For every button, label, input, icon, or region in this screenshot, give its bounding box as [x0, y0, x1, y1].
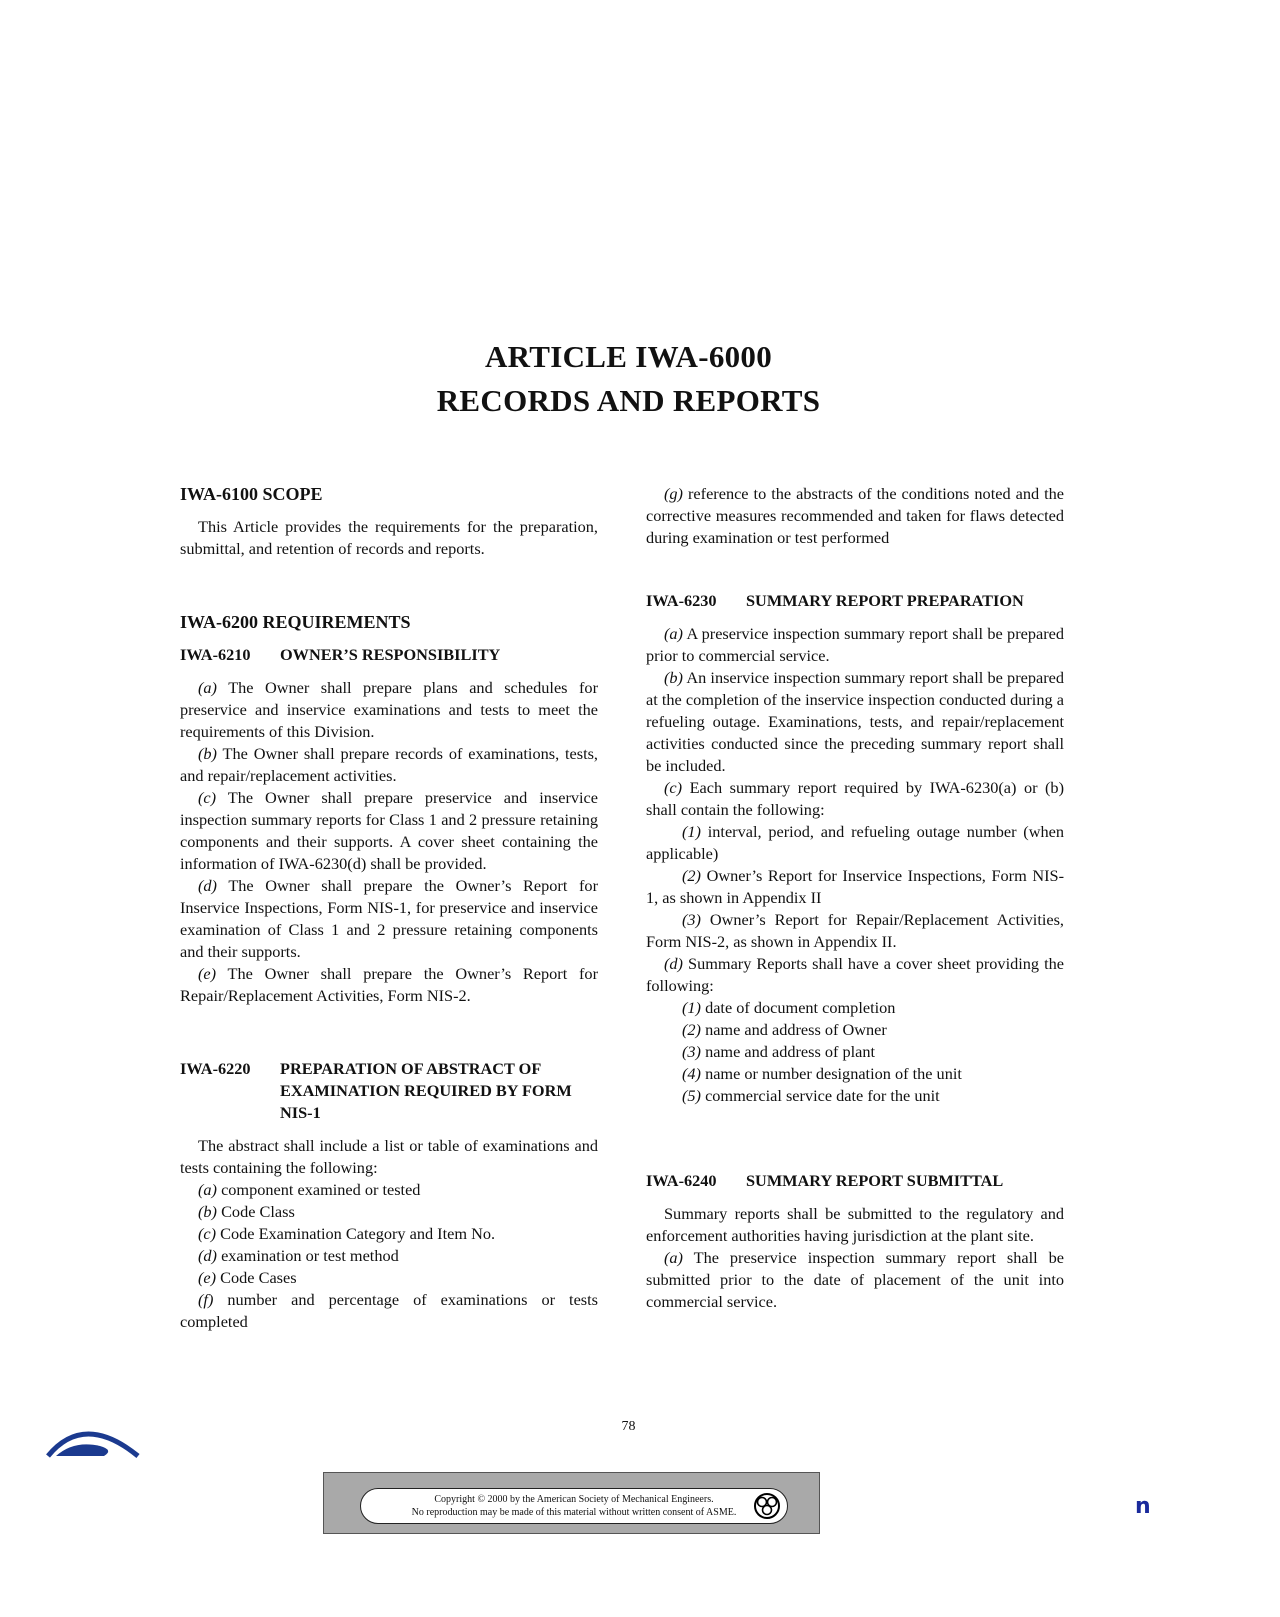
list-item: (b) An inservice inspection summary report shall be prepared at the completion of the inservice inspection conducted during a refueling outage. Examinations, tests, and repair/replacement activities conducted since the preceding summary report shall be included. — [646, 668, 1064, 775]
list-item: (a) The Owner shall prepare plans and schedules for preservice and inservice examinations and tests to meet the requirements of this Division. — [180, 678, 598, 741]
asme-seal-icon — [753, 1492, 781, 1520]
list-item: (d) Summary Reports shall have a cover sheet providing the following: — [646, 954, 1064, 995]
list-item: (c) Each summary report required by IWA-6230(a) or (b) shall contain the following: — [646, 778, 1064, 819]
list-item: (b) The Owner shall prepare records of examinations, tests, and repair/replacement activities. — [180, 744, 598, 785]
list-item: (a) The preservice inspection summary report shall be submitted prior to the date of placement of the unit into commercial service. — [646, 1248, 1064, 1311]
list-item: (a) A preservice inspection summary report shall be prepared prior to commercial service. — [646, 624, 1065, 665]
copyright-notice — [360, 1488, 788, 1524]
heading-iwa-6200: IWA-6200 REQUIREMENTS — [180, 612, 411, 632]
list-item: (e) The Owner shall prepare the Owner’s Report for Repair/Replacement Activities, Form NIS-2. — [180, 964, 598, 1005]
list-item: (c) The Owner shall prepare preservice and inservice inspection summary reports for Class 1 and 2 pressure retaining components and their supports. A cover sheet containing the information of IWA-6230(d) shall be provided. — [180, 788, 598, 873]
heading-iwa-6230 — [646, 590, 1064, 612]
section-title: SUMMARY REPORT PREPARATION — [746, 591, 1024, 610]
list-item: (b) Code Class — [198, 1202, 295, 1221]
sub-item: (5) commercial service date for the unit — [682, 1086, 940, 1105]
abstract-intro: The abstract shall include a list or table of examinations and tests containing the following: — [180, 1136, 598, 1177]
list-item: (c) Code Examination Category and Item No. — [198, 1224, 496, 1243]
article-title: RECORDS AND REPORTS — [436, 383, 821, 418]
right-column — [646, 483, 1064, 1313]
publisher-arc-icon — [44, 1418, 144, 1458]
page-number: 78 — [621, 1419, 636, 1434]
section-title: SUMMARY REPORT SUBMITTAL — [746, 1171, 1004, 1190]
sub-item: (1) date of document completion — [682, 998, 896, 1017]
copyright-banner — [323, 1472, 820, 1534]
corner-mark: n — [1135, 1494, 1151, 1519]
list-item: (d) The Owner shall prepare the Owner’s Report for Inservice Inspections, Form NIS-1, for preservice and inservice examination of Class 1 and 2 pressure retaining components and their supports. — [180, 876, 598, 961]
sub-item: (1) interval, period, and refueling outage number (when applicable) — [646, 822, 1064, 863]
copyright-line-2: No reproduction may be made of this material without written consent of ASME. — [411, 1507, 737, 1518]
section-title: PREPARATION OF ABSTRACT OF EXAMINATION REQUIRED BY FORM NIS-1 — [280, 1059, 572, 1122]
list-item: (f) number and percentage of examinations or tests completed — [180, 1290, 598, 1331]
list-item: (e) Code Cases — [198, 1268, 297, 1287]
copyright-line-1: Copyright © 2000 by the American Society of Mechanical Engineers. — [434, 1494, 714, 1505]
sub-item: (3) Owner’s Report for Repair/Replacement Activities, Form NIS-2, as shown in Appendix II. — [646, 910, 1064, 951]
sub-item: (2) Owner’s Report for Inservice Inspections, Form NIS-1, as shown in Appendix II — [646, 866, 1064, 907]
article-number: ARTICLE IWA-6000 — [484, 339, 773, 374]
left-column — [180, 483, 598, 1333]
heading-iwa-6220 — [180, 1058, 598, 1124]
sub-item: (4) name or number designation of the unit — [682, 1064, 962, 1083]
summary-preparation-list — [646, 623, 1064, 1107]
scope-paragraph: This Article provides the requirements for the preparation, submittal, and retention of records and reports. — [180, 517, 598, 558]
submittal-paragraph: Summary reports shall be submitted to the regulatory and enforcement authorities having jurisdiction at the plant site. — [646, 1204, 1064, 1245]
section-number: IWA-6230 — [646, 591, 717, 610]
owner-responsibility-list — [180, 677, 598, 1007]
abstract-list — [180, 1179, 598, 1333]
heading-iwa-6210 — [180, 644, 598, 666]
section-number: IWA-6240 — [646, 1171, 717, 1190]
sub-item: (3) name and address of plant — [682, 1042, 876, 1061]
heading-iwa-6240 — [646, 1170, 1064, 1192]
section-number: IWA-6220 — [180, 1059, 251, 1078]
list-item: (d) examination or test method — [198, 1246, 399, 1265]
section-title: OWNER’S RESPONSIBILITY — [280, 645, 501, 664]
heading-iwa-6100: IWA-6100 SCOPE — [180, 484, 323, 504]
sub-item: (2) name and address of Owner — [682, 1020, 887, 1039]
list-item: (a) component examined or tested — [198, 1180, 421, 1199]
section-number: IWA-6210 — [180, 645, 251, 664]
list-item-g: (g) reference to the abstracts of the conditions noted and the corrective measures recommended and taken for flaws detected during examination or test performed — [646, 484, 1064, 547]
